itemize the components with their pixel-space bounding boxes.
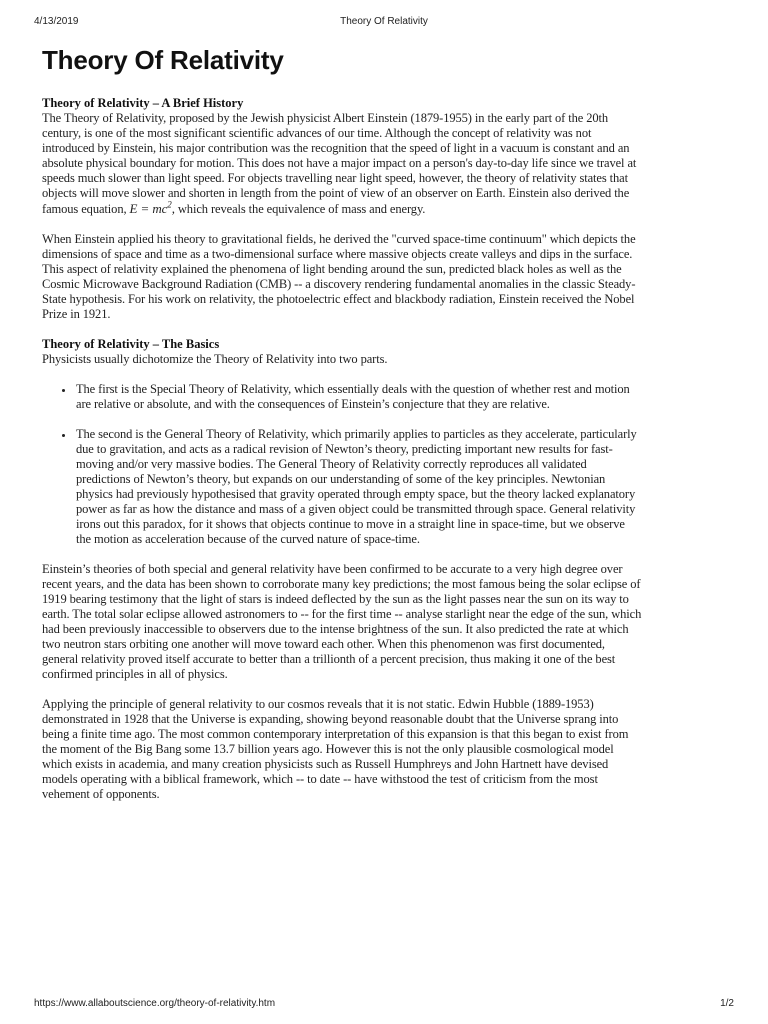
print-date: 4/13/2019 <box>34 16 79 27</box>
print-footer <box>34 998 734 1012</box>
equation <box>130 201 175 216</box>
list-item-general-relativity: • The second is the General Theory of Relativity, which primarily applies to particles as they accelerate, particularly due to gravitation, and acts as a radical revision of Newton’s theory, predicting important new results for fast-moving and/or very massive bodies. The General Theory of Relativity correctly reproduces all validated predictions of Newton’s theory, but expands on our understanding of some of the key principles. Newtonian physics had previously hypothesised that gravity operated through empty space, but the theory lacked explanatory power as far as how the distance and mass of a given object could be transmitted through space. General relativity irons out this paradox, for it shows that objects continue to move in a straight line in space-time, but we observe the motion as acceleration because of the curved nature of space-time. <box>74 427 642 547</box>
paragraph-dichotomy: Physicists usually dichotomize the Theory of Relativity into two parts. <box>42 352 388 366</box>
page-number: 1/2 <box>720 998 734 1009</box>
paragraph-cosmos: Applying the principle of general relativity to our cosmos reveals that it is not static. Edwin Hubble (1889-1953) demonstrated in 1928 that the Universe is expanding, showing beyond reasonable doubt that the Universe sprang into being a finite time ago. The most common contemporary interpretation of this expansion is that this began to exist from the moment of the Big Bang some 13.7 billion years ago. However this is not the only plausible cosmological model which exists in academia, and many creation physicists such as Russell Humphreys and John Hartnett have devised models operating with a biblical framework, which -- to date -- have withstood the test of criticism from the most vehement of opponents. <box>42 697 629 801</box>
section-heading-basics: Theory of Relativity – The Basics <box>42 337 220 351</box>
print-header <box>34 16 734 30</box>
article-content <box>42 44 642 817</box>
equation-main: E = mc <box>129 201 168 216</box>
paragraph-confirmation: Einstein’s theories of both special and general relativity have been confirmed to be accurate to a very high degree over recent years, and the data has been shown to corroborate many key predictions; the most famous being the solar eclipse of 1919 bearing testimony that the light of stars is indeed deflected by the sun as the light passes near the sun on its way to earth. The total solar eclipse allowed astronomers to -- for the first time -- analyse starlight near the edge of the sun, which had been previously inaccessible to observers due to the intense brightness of the sun. It also predicted the rate at which two neutron stars orbiting one another will move toward each other. When this phenomenon was first documented, general relativity proved itself accurate to better than a trillionth of a percent precision, thus making it one of the best confirmed principles in all of physics. <box>42 562 642 681</box>
list-item-special-relativity: • The first is the Special Theory of Relativity, which essentially deals with the question of whether rest and motion are relative or absolute, and with the consequences of Einstein’s conjecture that they are relative. <box>74 382 642 412</box>
print-page-title: Theory Of Relativity <box>340 16 428 27</box>
paragraph-intro-text-end: which reveals the equivalence of mass and energy. <box>174 202 426 216</box>
paragraph-intro <box>42 111 642 217</box>
paragraph-intro-text: The Theory of Relativity, proposed by the Jewish physicist Albert Einstein (1879-1955) in the early part of the 20th century, is one of the most significant scientific advances of our time. Although the concept of relativity was not introduced by Einstein, his major contribution was the recognition that the speed of light in a vacuum is constant and an absolute physical boundary for motion. This does not have a major impact on a person's day-to-day life since we travel at speeds much slower than light speed. For objects travelling near light speed, however, the theory of relativity states that objects will move slower and shorten in length from the point of view of an observer on Earth. Einstein also derived the famous equation, <box>42 111 637 216</box>
paragraph-gravitational-fields: When Einstein applied his theory to gravitational fields, he derived the "curved space-time continuum" which depicts the dimensions of space and time as a two-dimensional surface where massive objects create valleys and dips in the surface. This aspect of relativity explained the phenomena of light bending around the sun, predicted black holes as well as the Cosmic Microwave Background Radiation (CMB) -- a discovery rendering fundamental anomalies in the classic Steady-State hypothesis. For his work on relativity, the photoelectric effect and blackbody radiation, Einstein received the Nobel Prize in 1921. <box>42 232 636 321</box>
page-url[interactable]: https://www.allaboutscience.org/theory-of-relativity.htm <box>34 998 276 1009</box>
equation-exponent: 2 <box>167 199 172 210</box>
section-heading-history: Theory of Relativity – A Brief History <box>42 96 244 110</box>
equation-comma: , <box>171 201 175 216</box>
relativity-parts-list <box>42 382 642 547</box>
page-title: Theory Of Relativity <box>42 45 284 75</box>
